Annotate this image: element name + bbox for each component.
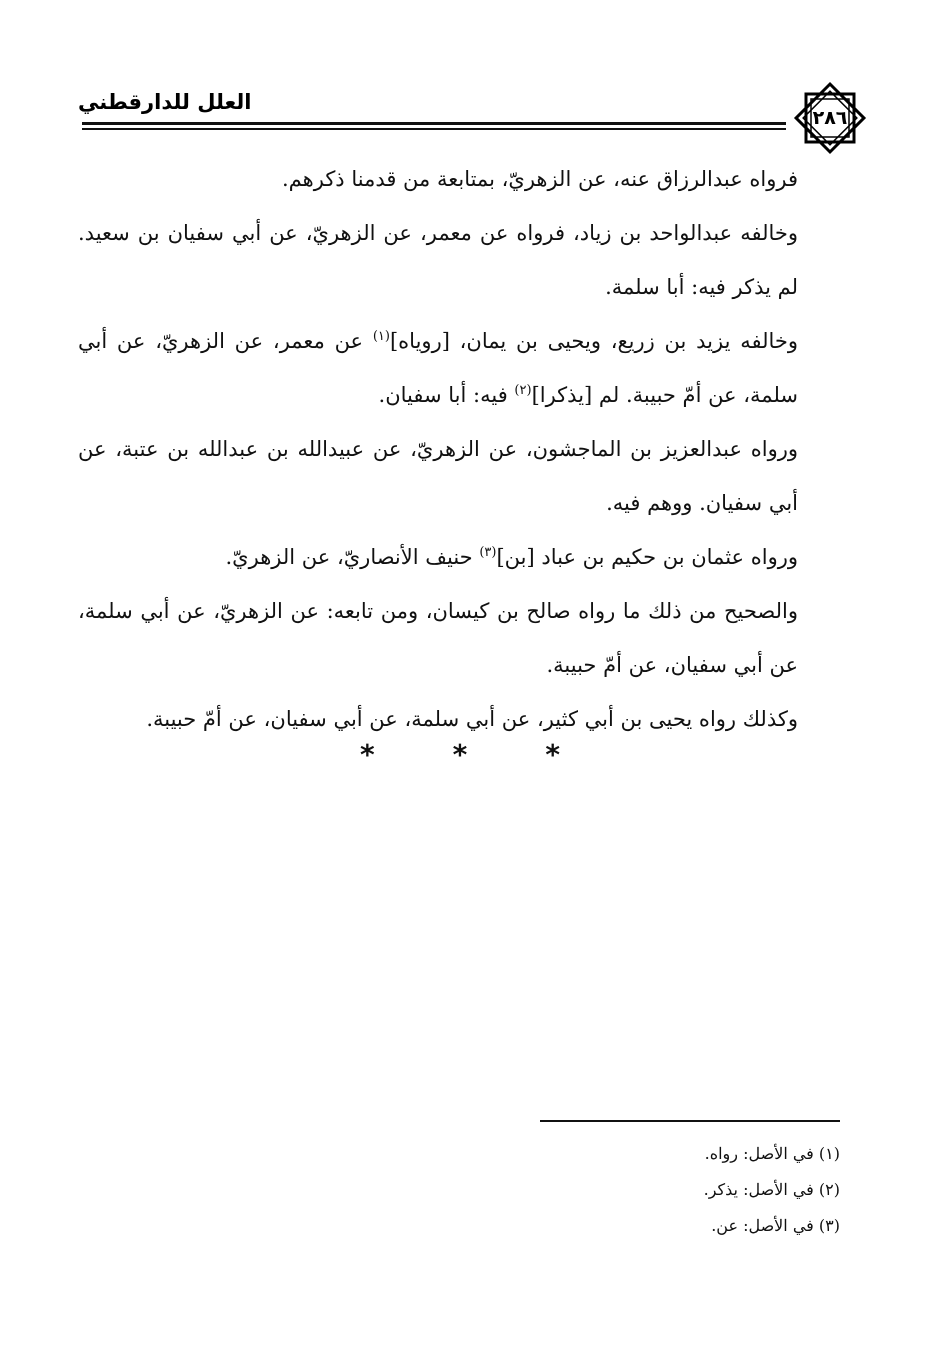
paragraph-text: حنيف الأنصاريّ، عن الزهريّ. [225,545,480,569]
page-header [70,78,870,158]
paragraph [78,530,798,584]
paragraph: والصحيح من ذلك ما رواه صالح بن كيسان، ومن تابعه: عن الزهريّ، عن أبي سلمة، عن أبي سفيان، عن أمّ حبيبة. [78,599,798,677]
page-number-badge [790,78,870,158]
paragraph: ورواه عبدالعزيز بن الماجشون، عن الزهريّ، عن عبيدالله بن عبدالله بن عتبة، عن أبي سفيان. ووهم فيه. [78,437,798,515]
paragraph-text: فيه: أبا سفيان. [378,383,515,407]
star-mark: * [452,738,468,771]
book-title: العلل للدارقطني [78,90,252,114]
paragraph: وكذلك رواه يحيى بن أبي كثير، عن أبي سلمة، عن أبي سفيان، عن أمّ حبيبة. [146,707,798,731]
footnote: (٢) في الأصل: يذكر. [703,1180,840,1199]
header-rule-thick [82,122,786,125]
page-number: ٢٨٦ [812,107,848,129]
footnotes [540,1136,840,1244]
paragraph: وخالفه عبدالواحد بن زياد، فرواه عن معمر، عن الزهريّ، عن أبي سفيان بن سعيد. لم يذكر فيه: أبا سلمة. [78,221,798,299]
footnote: (١) في الأصل: رواه. [704,1144,840,1163]
main-text [78,152,798,746]
footnote: (٣) في الأصل: عن. [711,1216,840,1235]
footnote-ref: (٢) [514,383,532,398]
star-mark: * [360,738,375,771]
paragraph-text: وخالفه يزيد بن زريع، ويحيى بن يمان، [روياه] [389,329,798,353]
paragraph [78,314,798,422]
paragraph: فرواه عبدالرزاق عنه، عن الزهريّ، بمتابعة من قدمنا ذكرهم. [282,167,798,191]
footnote-ref: (١) [372,329,390,344]
paragraph-text: عن معمر، عن الزهريّ، عن أبي سلمة، عن أمّ حبيبة. لم [يذكرا] [78,329,798,407]
section-separator [360,738,560,778]
footnote-ref: (٣) [479,545,497,560]
footnote-rule [540,1120,840,1122]
header-rule-thin [82,128,786,130]
star-mark: * [545,738,560,771]
paragraph-text: ورواه عثمان بن حكيم بن عباد [بن] [496,545,798,569]
